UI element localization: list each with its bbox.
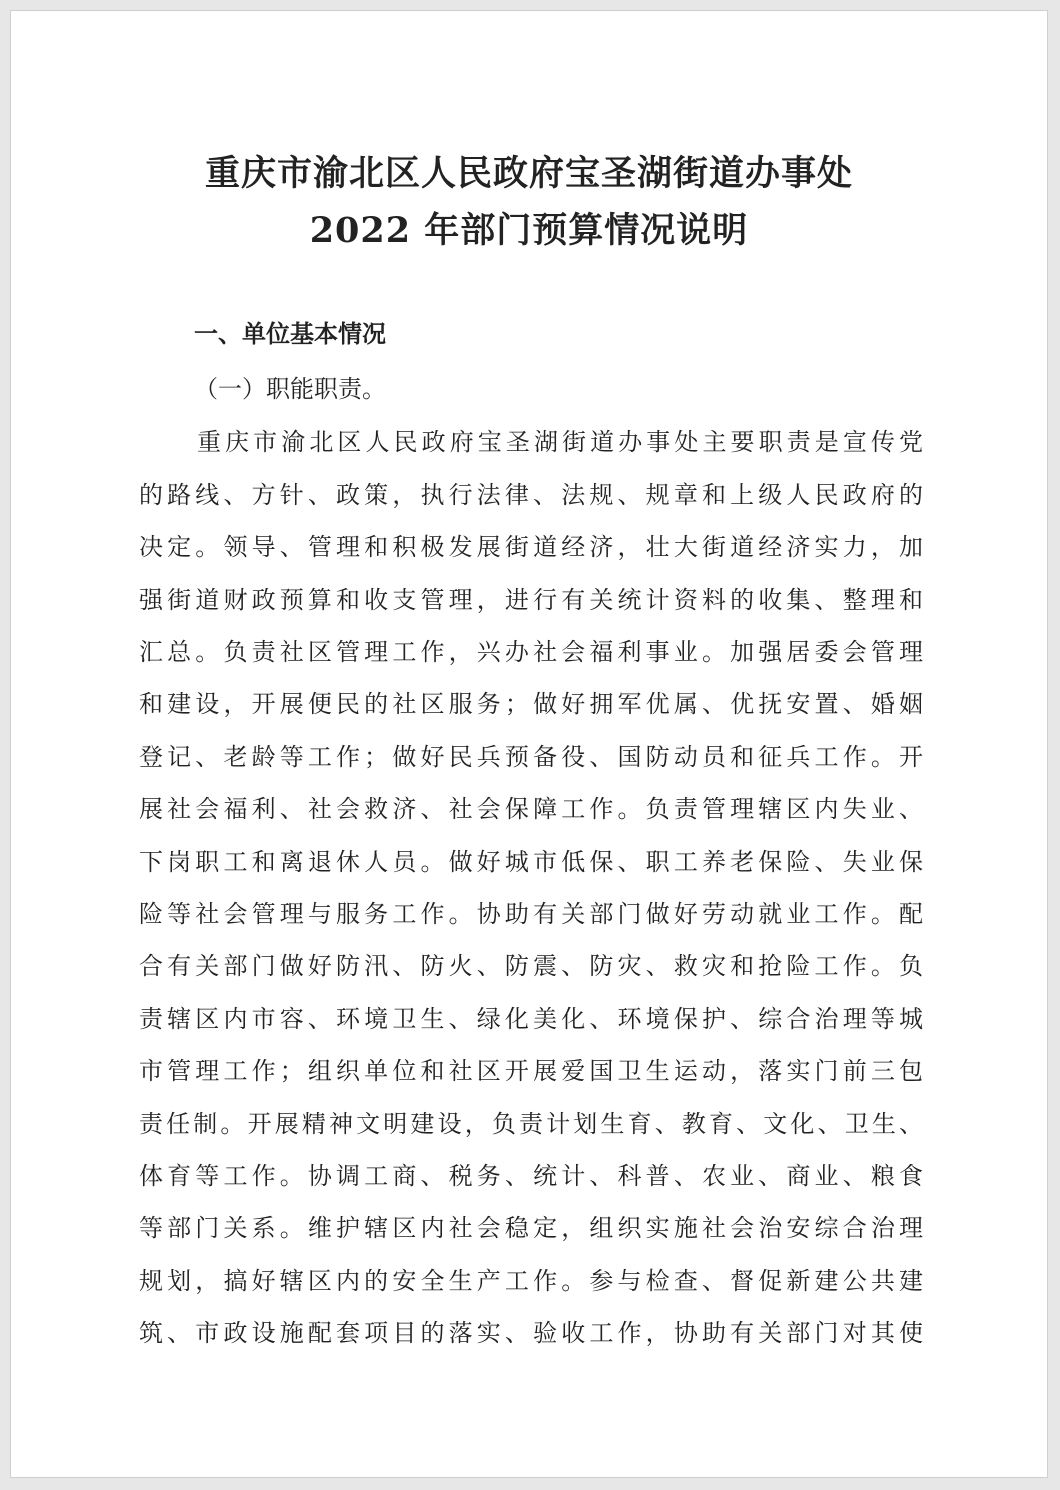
body-line: 险等社会管理与服务工作。协助有关部门做好劳动就业工作。配 xyxy=(139,900,923,928)
body-line: 下岗职工和离退休人员。做好城市低保、职工养老保险、失业保 xyxy=(139,848,923,876)
body-line: 责任制。开展精神文明建设，负责计划生育、教育、文化、卫生、 xyxy=(139,1110,923,1138)
body-line: 市管理工作；组织单位和社区开展爱国卫生运动，落实门前三包 xyxy=(139,1057,923,1085)
body-line: 决定。领导、管理和积极发展街道经济，壮大街道经济实力，加 xyxy=(139,533,923,561)
body-line: 重庆市渝北区人民政府宝圣湖街道办事处主要职责是宣传党 xyxy=(197,428,923,456)
body-line: 和建设，开展便民的社区服务；做好拥军优属、优抚安置、婚姻 xyxy=(139,690,923,718)
body-line: 合有关部门做好防汛、防火、防震、防灾、救灾和抢险工作。负 xyxy=(139,952,923,980)
body-line: 的路线、方针、政策，执行法律、法规、规章和上级人民政府的 xyxy=(139,481,923,509)
subsection-heading: （一）职能职责。 xyxy=(194,375,386,403)
body-line: 汇总。负责社区管理工作，兴办社会福利事业。加强居委会管理 xyxy=(139,638,923,666)
document-title-line-2: 2022 年部门预算情况说明 xyxy=(309,210,749,251)
body-line: 强街道财政预算和收支管理，进行有关统计资料的收集、整理和 xyxy=(139,586,923,614)
document-title-line-1: 重庆市渝北区人民政府宝圣湖街道办事处 xyxy=(204,153,853,194)
document-page xyxy=(10,10,1048,1478)
body-line: 体育等工作。协调工商、税务、统计、科普、农业、商业、粮食 xyxy=(139,1162,923,1190)
body-line: 登记、老龄等工作；做好民兵预备役、国防动员和征兵工作。开 xyxy=(139,743,923,771)
body-line: 展社会福利、社会救济、社会保障工作。负责管理辖区内失业、 xyxy=(139,795,923,823)
section-heading: 一、单位基本情况 xyxy=(194,320,386,348)
body-line: 规划，搞好辖区内的安全生产工作。参与检查、督促新建公共建 xyxy=(139,1267,923,1295)
body-line: 等部门关系。维护辖区内社会稳定，组织实施社会治安综合治理 xyxy=(139,1214,923,1242)
body-line: 责辖区内市容、环境卫生、绿化美化、环境保护、综合治理等城 xyxy=(139,1005,923,1033)
body-line: 筑、市政设施配套项目的落实、验收工作，协助有关部门对其使 xyxy=(139,1319,923,1347)
